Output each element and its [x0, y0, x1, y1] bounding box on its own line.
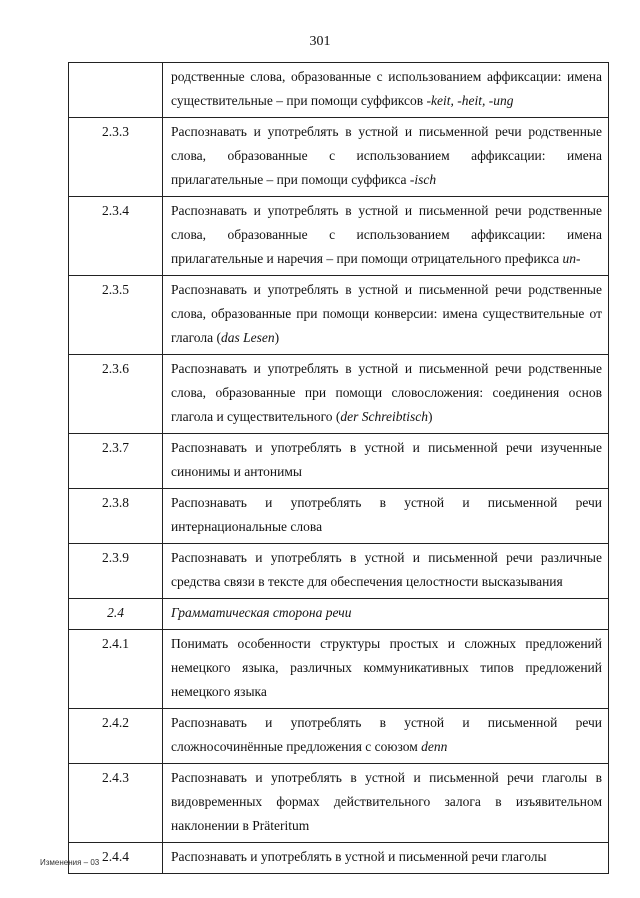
item-number: 2.4.3 — [69, 764, 163, 843]
item-number: 2.3.3 — [69, 118, 163, 197]
text-segment: Распознавать и употреблять в устной и письменной речи изученные синонимы и антонимы — [171, 440, 602, 479]
item-number: 2.3.5 — [69, 276, 163, 355]
item-description — [163, 709, 609, 764]
text-segment: Распознавать и употреблять в устной и письменной речи родственные слова, образованные с использованием аффиксации: имена прилагательные и наречия – при помощи отрицательного префикса — [171, 203, 602, 266]
text-segment: Распознавать и употреблять в устной и письменной речи интернациональные слова — [171, 495, 602, 534]
item-number: 2.4.2 — [69, 709, 163, 764]
item-description — [163, 843, 609, 874]
table-row — [69, 276, 609, 355]
item-description — [163, 544, 609, 599]
text-segment: Распознавать и употреблять в устной и письменной речи различные средства связи в тексте для обеспечения целостности высказывания — [171, 550, 602, 589]
table-row — [69, 118, 609, 197]
item-number: 2.4.4 — [69, 843, 163, 874]
italic-term: der Schreibtisch — [340, 409, 429, 424]
table-row — [69, 630, 609, 709]
item-description — [163, 118, 609, 197]
curriculum-table — [68, 62, 609, 874]
table-row — [69, 544, 609, 599]
page-number: 301 — [309, 34, 331, 49]
italic-term: un- — [562, 251, 581, 266]
item-number: 2.4.1 — [69, 630, 163, 709]
italic-term: denn — [421, 739, 448, 754]
text-segment: Распознавать и употреблять в устной и письменной речи глаголы — [171, 849, 547, 864]
item-number: 2.3.6 — [69, 355, 163, 434]
italic-term: das Lesen — [220, 330, 275, 345]
table-row — [69, 434, 609, 489]
table-row — [69, 355, 609, 434]
item-description — [163, 434, 609, 489]
item-number: 2.3.9 — [69, 544, 163, 599]
item-description — [163, 599, 609, 630]
item-description — [163, 63, 609, 118]
italic-term: -keit, -heit, -ung — [426, 93, 514, 108]
text-segment: Распознавать и употреблять в устной и письменной речи родственные слова, образованные с использованием аффиксации: имена прилагательные – при помощи суффикса — [171, 124, 602, 187]
text-segment: Распознавать и употреблять в устной и письменной речи глаголы в видовременных формах действительного залога в изъявительном наклонении в Präteritum — [171, 770, 602, 833]
item-description — [163, 489, 609, 544]
item-number — [69, 63, 163, 118]
item-number: 2.4 — [69, 599, 163, 630]
italic-term: -isch — [409, 172, 437, 187]
text-segment: Понимать особенности структуры простых и сложных предложений немецкого языка, различных коммуникативных типов предложений немецкого языка — [171, 636, 602, 699]
text-segment: родственные слова, образованные с использованием аффиксации: имена существительные – при помощи суффиксов — [171, 69, 602, 108]
table-row — [69, 197, 609, 276]
item-number: 2.3.4 — [69, 197, 163, 276]
item-description — [163, 276, 609, 355]
footer-note: Изменения – 03 — [40, 858, 100, 867]
item-description — [163, 764, 609, 843]
italic-term: Грамматическая сторона речи — [171, 605, 352, 620]
table-row — [69, 63, 609, 118]
item-number: 2.3.8 — [69, 489, 163, 544]
section-row — [69, 599, 609, 630]
item-description — [163, 197, 609, 276]
table-row — [69, 764, 609, 843]
text-segment: ) — [428, 409, 433, 424]
text-segment: Распознавать и употреблять в устной и письменной речи родственные слова, образованные при помощи словосложения: соединения основ глагола и существительного ( — [171, 361, 602, 424]
table-row — [69, 709, 609, 764]
table-row — [69, 489, 609, 544]
item-number: 2.3.7 — [69, 434, 163, 489]
item-description — [163, 630, 609, 709]
table-body — [69, 63, 609, 874]
table-row — [69, 843, 609, 874]
text-segment: Распознавать и употреблять в устной и письменной речи сложносочинённые предложения с союзом — [171, 715, 602, 754]
text-segment: Распознавать и употреблять в устной и письменной речи родственные слова, образованные при помощи конверсии: имена существительные от глагола ( — [171, 282, 602, 345]
text-segment: ) — [274, 330, 280, 345]
item-description — [163, 355, 609, 434]
